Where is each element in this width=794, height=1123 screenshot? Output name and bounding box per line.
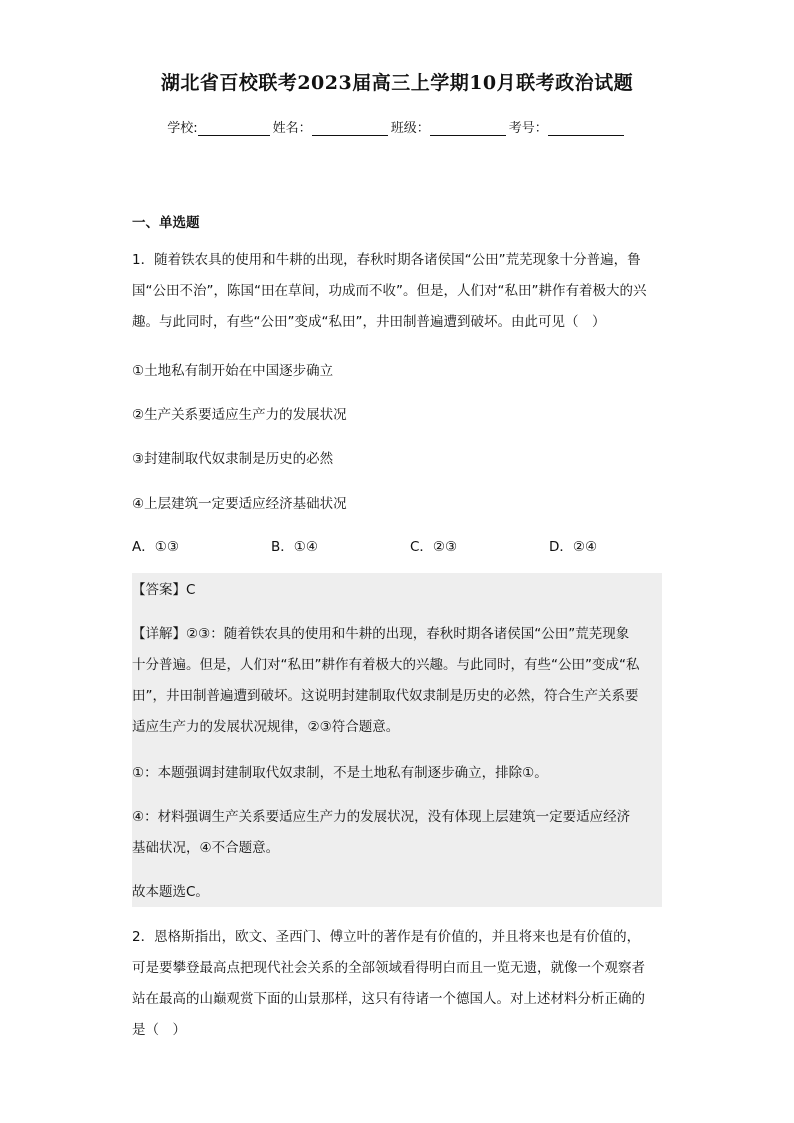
question-1-line: 国“公田不治”，陈国“田在草间，功成而不收”。但是，人们对“私田”耕作有着极大的兴 xyxy=(132,283,647,299)
question-2-line: 2．恩格斯指出，欧文、圣西门、傅立叶的著作是有价值的，并且将来也是有价值的， xyxy=(132,929,641,945)
question-1-stem xyxy=(132,245,662,338)
section-heading: 一、单选题 xyxy=(132,215,200,231)
class-blank xyxy=(430,121,506,136)
question-2-line: 可是要攀登最高点把现代社会关系的全部领域看得明白而且一览无遗，就像一个观察者 xyxy=(132,960,645,976)
conclusion-line: 故本题选C。 xyxy=(132,884,209,900)
statement-1: ①土地私有制开始在中国逐步确立 xyxy=(132,363,334,379)
detail-line: 适应生产力的发展状况规律，②③符合题意。 xyxy=(132,719,400,735)
choice-b: B．①④ xyxy=(271,539,318,555)
choice-c: C．②③ xyxy=(410,539,458,555)
question-2-stem xyxy=(132,922,662,1046)
exclusion-4-line: ④：材料强调生产关系要适应生产力的发展状况，没有体现上层建筑一定要适应经济 xyxy=(132,809,631,825)
school-label: 学校: xyxy=(167,121,198,136)
exclusion-4 xyxy=(132,802,658,864)
detail-paragraph xyxy=(132,619,658,743)
answer-line: 【答案】C xyxy=(132,582,196,598)
statement-4: ④上层建筑一定要适应经济基础状况 xyxy=(132,496,347,512)
detail-line: 十分普遍。但是，人们对“私田”耕作有着极大的兴趣。与此同时，有些“公田”变成“私 xyxy=(132,657,640,673)
detail-line: 田”，井田制普遍遭到破坏。这说明封建制取代奴隶制是历史的必然，符合生产关系要 xyxy=(132,688,639,704)
name-label: 姓名： xyxy=(272,121,312,136)
class-label: 班级： xyxy=(390,121,430,136)
statement-3: ③封建制取代奴隶制是历史的必然 xyxy=(132,451,334,467)
exam-number-label: 考号： xyxy=(508,121,548,136)
exam-title: 湖北省百校联考2023届高三上学期10月联考政治试题 xyxy=(160,72,634,94)
answer-choices xyxy=(132,535,692,557)
name-blank xyxy=(312,121,388,136)
student-info-row xyxy=(0,117,794,136)
exclusion-4-line: 基础状况，④不合题意。 xyxy=(132,840,280,856)
statement-2: ②生产关系要适应生产力的发展状况 xyxy=(132,407,347,423)
question-2-line: 站在最高的山巅观赏下面的山景那样，这只有待诸一个德国人。对上述材料分析正确的 xyxy=(132,991,645,1007)
choice-d: D．②④ xyxy=(549,539,598,555)
question-2-line: 是（ ） xyxy=(132,1022,186,1038)
school-blank xyxy=(198,121,270,136)
exclusion-1: ①：本题强调封建制取代奴隶制，不是土地私有制逐步确立，排除①。 xyxy=(132,765,548,781)
choice-a: A．①③ xyxy=(132,539,179,555)
exam-number-blank xyxy=(548,121,624,136)
question-1-line: 1．随着铁农具的使用和牛耕的出现，春秋时期各诸侯国“公田”荒芜现象十分普遍，鲁 xyxy=(132,252,641,268)
detail-line: 【详解】②③：随着铁农具的使用和牛耕的出现，春秋时期各诸侯国“公田”荒芜现象 xyxy=(132,626,630,642)
question-1-line: 趣。与此同时，有些“公田”变成“私田”，井田制普遍遭到破坏。由此可见（ ） xyxy=(132,314,606,330)
